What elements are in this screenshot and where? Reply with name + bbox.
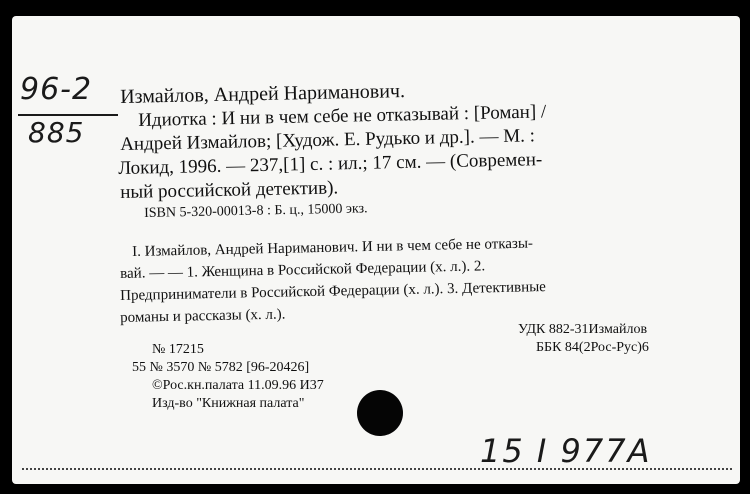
publisher-line: Изд-во "Книжная палата" xyxy=(152,396,305,411)
shelf-mark-bottom: 885 xyxy=(28,116,85,149)
body-line-4: ный российской детектив). xyxy=(120,177,339,203)
order-line: 55 № 3570 № 5782 [96-20426] xyxy=(132,360,310,375)
udk-code: УДК 882-31Измайлов xyxy=(518,322,648,337)
shelf-mark-top: 96-2 xyxy=(20,72,93,107)
ink-blot xyxy=(357,390,403,436)
bbk-code: ББК 84(2Рос-Рус)6 xyxy=(536,340,649,355)
body-line-3: Локид, 1996. — 237,[1] с. : ил.; 17 см. — (Современ- xyxy=(118,149,543,179)
subject-line-1: I. Измайлов, Андрей Нариманович. И ни в чем себе не отказы- xyxy=(132,235,534,260)
body-line-1: Идиотка : И ни в чем себе не отказывай : [Роман] / xyxy=(138,101,547,131)
dotted-bottom-edge xyxy=(22,468,732,470)
subject-line-3: Предприниматели в Российской Федерации (х. л.). 3. Детективные xyxy=(120,279,547,304)
catalog-card xyxy=(12,16,740,484)
inventory-number: 15 I 977A xyxy=(480,432,652,470)
copyright-line: ©Рос.кн.палата 11.09.96 И37 xyxy=(152,378,324,393)
subject-line-4: романы и рассказы (х. л.). xyxy=(120,306,286,326)
subject-line-2: вай. — — 1. Женщина в Российской Федерации (х. л.). 2. xyxy=(120,258,486,282)
isbn-line: ISBN 5-320-00013-8 : Б. ц., 15000 экз. xyxy=(144,201,368,221)
card-number: № 17215 xyxy=(152,342,204,357)
author-heading: Измайлов, Андрей Нариманович. xyxy=(120,80,406,108)
body-line-2: Андрей Измайлов; [Худож. Е. Рудько и др.]. — М. : xyxy=(120,125,536,155)
